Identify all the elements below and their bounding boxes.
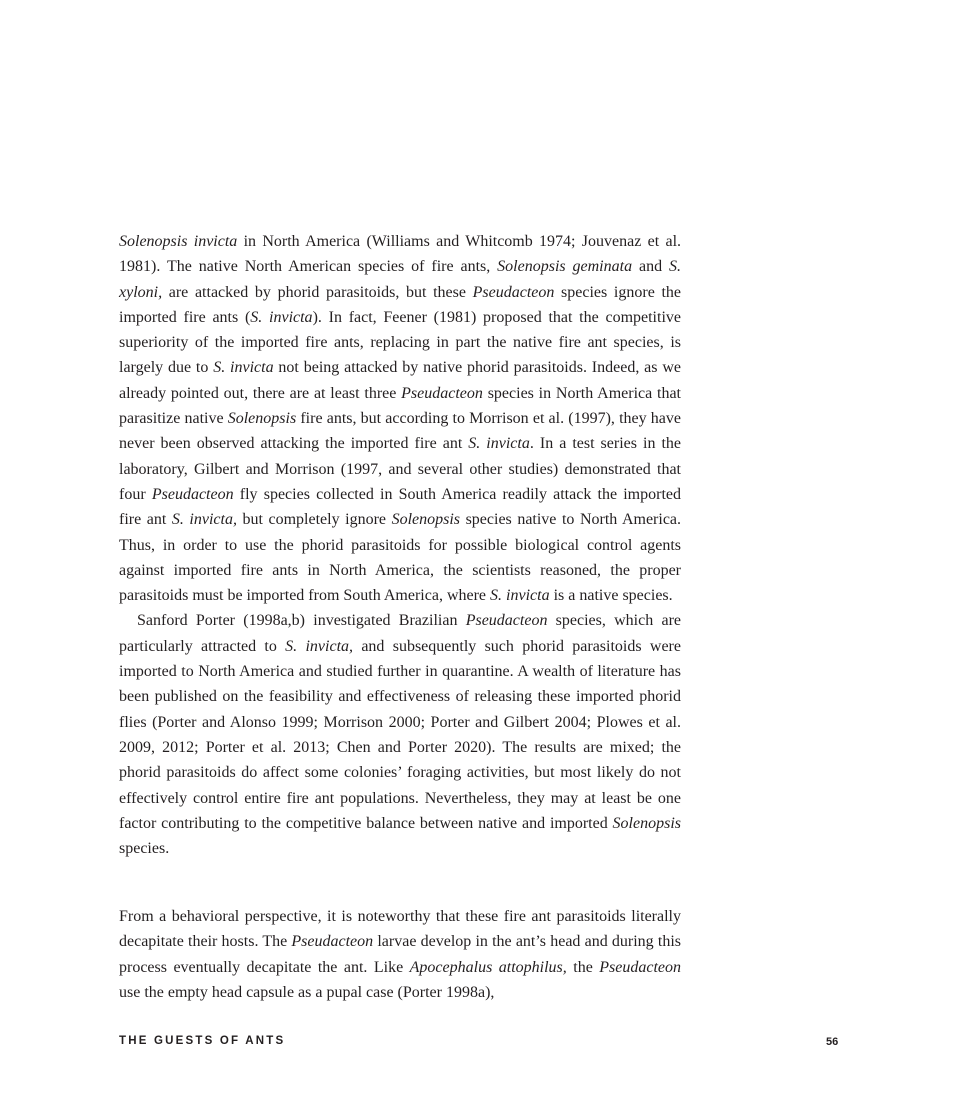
- running-footer-title: THE GUESTS OF ANTS: [119, 1035, 286, 1047]
- body-text-block-1: [119, 229, 681, 861]
- paragraph-3: From a behavioral perspective, it is noteworthy that these fire ant parasitoids literally decapitate their hosts. The Pseudacteon larvae develop in the ant’s head and during this process eventually decapitate the ant. Like Apocephalus attophilus, the Pseudacteon use the empty head capsule as a pupal case (Porter 1998a),: [119, 908, 682, 1001]
- page-number: 56: [826, 1036, 839, 1048]
- body-text-block-2: [119, 904, 681, 1005]
- paragraph-2: Sanford Porter (1998a,b) investigated Brazilian Pseudacteon species, which are particularly attracted to S. invicta, and subsequently such phorid parasitoids were imported to North America and studied further in quarantine. A wealth of literature has been published on the feasibility and effectiveness of releasing these imported phorid flies (Porter and Alonso 1999; Morrison 2000; Porter and Gilbert 2004; Plowes et al. 2009, 2012; Porter et al. 2013; Chen and Porter 2020). The results are mixed; the phorid parasitoids do affect some colonies’ foraging activities, but most likely do not effectively control entire fire ant populations. Nevertheless, they may at least be one factor contributing to the competitive balance between native and imported Solenopsis species.: [119, 612, 681, 858]
- paragraph-1: Solenopsis invicta in North America (Williams and Whitcomb 1974; Jouvenaz et al. 1981). The native North American species of fire ants, Solenopsis geminata and S. xyloni, are attacked by phorid parasitoids, but these Pseudacteon species ignore the imported fire ants (S. invicta). In fact, Feener (1981) proposed that the competitive superiority of the imported fire ants, replacing in part the native fire ant species, is largely due to S. invicta not being attacked by native phorid parasitoids. Indeed, as we already pointed out, there are at least three Pseudacteon species in North America that parasitize native Solenopsis fire ants, but according to Morrison et al. (1997), they have never been observed attacking the imported fire ant S. invicta. In a test series in the laboratory, Gilbert and Morrison (1997, and several other studies) demonstrated that four Pseudacteon fly species collected in South America readily attack the imported fire ant S. invicta, but completely ignore Solenopsis species native to North America. Thus, in order to use the phorid parasitoids for possible biological control agents against imported fire ants in North America, the scientists reasoned, the proper parasitoids must be imported from South America, where S. invicta is a native species.: [119, 233, 682, 605]
